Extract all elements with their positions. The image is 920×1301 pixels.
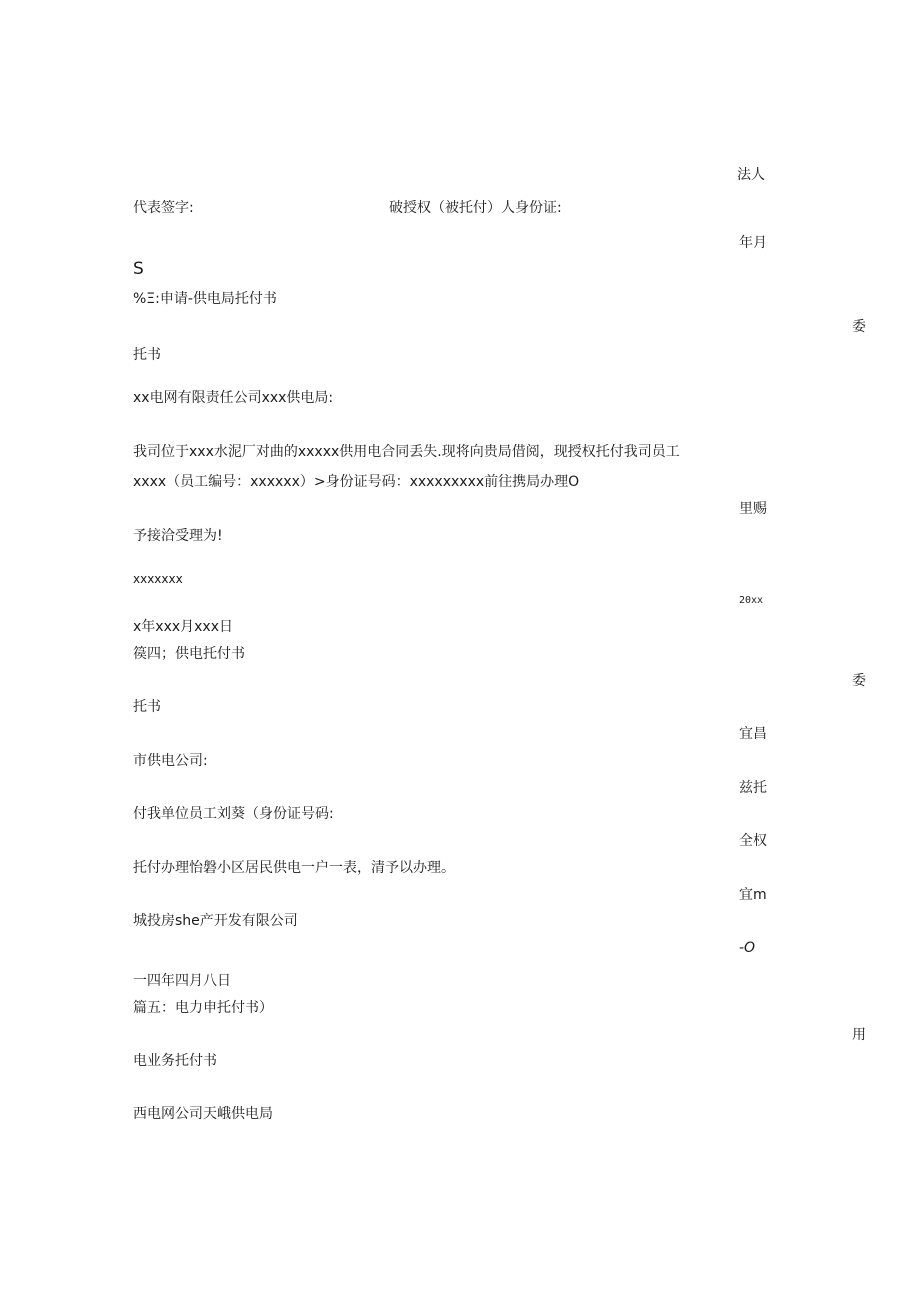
section2-body-line1: 我司位于xxx水泥厂对曲的xxxxx供用电合同丢失.现将向贵局借阅，现授权托付我司员工 — [133, 444, 680, 460]
right-margin-zituo: 兹托 — [739, 780, 767, 796]
section2-addressee: xx电网有限责任公司xxx供电局: — [133, 390, 334, 406]
right-margin-yichang: 宜昌 — [739, 726, 767, 742]
right-margin-yim: 宜m — [739, 887, 767, 903]
right-margin-year: 20xx — [739, 595, 764, 606]
section3-company: 城投房she产开发有限公司 — [133, 913, 298, 929]
section2-date: x年xxx月xxx日 — [133, 619, 233, 635]
right-margin-quanquan: 全权 — [739, 833, 767, 849]
right-margin-o: -O — [739, 940, 756, 956]
right-margin-lici: 里赐 — [739, 501, 767, 517]
right-margin-farenren: 法人 — [737, 167, 765, 183]
section4-addressee: 西电网公司天峨供电局 — [133, 1106, 273, 1122]
section4-title: 电业务托付书 — [133, 1053, 217, 1069]
section2-body-line3: 予接洽受理为! — [133, 528, 223, 544]
s-mark: S — [133, 259, 144, 279]
right-margin-wei-1: 委 — [852, 319, 866, 335]
section3-date: 一四年四月八日 — [133, 973, 231, 989]
right-margin-yong: 用 — [852, 1027, 866, 1043]
section3-heading: 篌四；供电托付书 — [133, 646, 245, 662]
section2-tuoshu: 托书 — [133, 347, 161, 363]
section2-heading: %Ξ:申请-供电局托付书 — [133, 291, 277, 307]
section3-addressee: 市供电公司: — [133, 753, 208, 769]
section2-body-line2: xxxx（员工编号：xxxxxx）>身份证号码：xxxxxxxxx前往携局办理O — [133, 474, 580, 490]
section4-heading: 篇五：电力申托付书） — [133, 1000, 273, 1016]
section3-body-line1: 付我单位员工刘葵（身份证号码: — [133, 806, 334, 822]
right-margin-nianyue: 年月 — [739, 235, 767, 251]
authorized-person-id-label: 破授权（被托付）人身份证: — [389, 200, 562, 216]
right-margin-wei-2: 委 — [852, 673, 866, 689]
section3-body-line2: 托付办理怡磐小区居民供电一户一表，清予以办理。 — [133, 860, 455, 876]
representative-signature-label: 代表签字: — [133, 200, 194, 216]
section3-tuoshu: 托书 — [133, 699, 161, 715]
section2-signer: xxxxxxx — [133, 572, 183, 586]
